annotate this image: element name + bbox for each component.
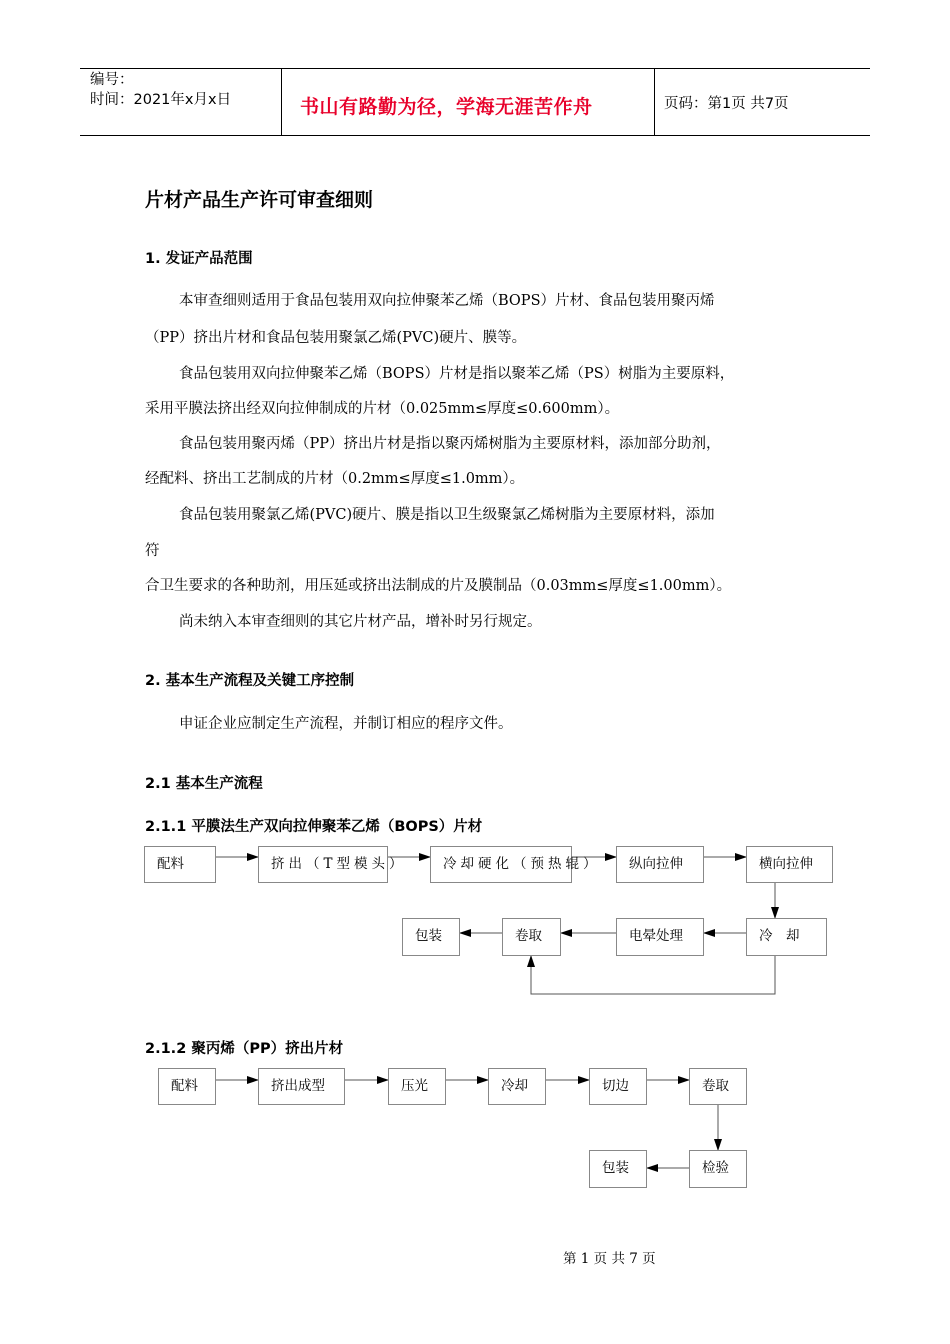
flow2-box-peiliao: 配料 [158, 1068, 216, 1105]
feedback-line [531, 956, 775, 994]
flow1-box-extrusion: 挤出（T型模头） [258, 846, 388, 883]
document-time: 时间：2021年x月x日 [90, 92, 232, 108]
flow1-box-cooling: 冷 却 [746, 918, 827, 956]
paragraph-line: 合卫生要求的各种助剂，用压延或挤出法制成的片及膜制品（0.03mm≤厚度≤1.00mm）。 [145, 578, 732, 594]
section-2-1-heading: 2.1 基本生产流程 [145, 776, 263, 792]
flow2-box-cooling: 冷却 [488, 1068, 546, 1105]
paragraph-line: 食品包装用双向拉伸聚苯乙烯（BOPS）片材是指以聚苯乙烯（PS）树脂为主要原料， [179, 366, 735, 382]
flow1-box-corona-treatment: 电晕处理 [616, 918, 704, 956]
flow2-box-packaging: 包装 [589, 1150, 647, 1188]
document-title: 片材产品生产许可审查细则 [145, 189, 374, 211]
header-page-info: 页码：第1页 共7页 [664, 96, 789, 112]
flow1-box-longitudinal-stretch: 纵向拉伸 [616, 846, 704, 883]
flow1-box-peiliao: 配料 [144, 846, 216, 883]
flow2-box-winding: 卷取 [689, 1068, 747, 1105]
paragraph-line: 申证企业应制定生产流程，并制订相应的程序文件。 [179, 716, 513, 732]
section-1-heading: 1. 发证产品范围 [145, 251, 253, 267]
section-2-1-1-heading: 2.1.1 平膜法生产双向拉伸聚苯乙烯（BOPS）片材 [145, 819, 483, 835]
flow1-box-transverse-stretch: 横向拉伸 [746, 846, 833, 883]
paragraph-line: 经配料、挤出工艺制成的片材（0.2mm≤厚度≤1.0mm）。 [145, 471, 525, 487]
flow1-box-cooling-hardening: 冷却硬化（预热辊） [430, 846, 572, 883]
document-number-label: 编号： [90, 72, 134, 88]
paragraph-line: （PP）挤出片材和食品包装用聚氯乙烯(PVC)硬片、膜等。 [145, 330, 527, 346]
section-2-heading: 2. 基本生产流程及关键工序控制 [145, 673, 355, 689]
flow1-box-packaging: 包装 [402, 918, 460, 956]
page-footer: 第 1 页 共 7 页 [563, 1251, 656, 1267]
paragraph-line: 食品包装用聚丙烯（PP）挤出片材是指以聚丙烯树脂为主要原材料，添加部分助剂， [179, 436, 721, 452]
paragraph-line: 采用平膜法挤出经双向拉伸制成的片材（0.025mm≤厚度≤0.600mm）。 [145, 401, 620, 417]
flow2-box-inspection: 检验 [689, 1150, 747, 1188]
flow2-box-extrusion-forming: 挤出成型 [258, 1068, 345, 1105]
paragraph-line: 尚未纳入本审查细则的其它片材产品，增补时另行规定。 [179, 614, 542, 630]
flow1-box-winding: 卷取 [502, 918, 561, 956]
paragraph-line: 本审查细则适用于食品包装用双向拉伸聚苯乙烯（BOPS）片材、食品包装用聚丙烯 [179, 293, 715, 309]
paragraph-line: 食品包装用聚氯乙烯(PVC)硬片、膜是指以卫生级聚氯乙烯树脂为主要原材料，添加 [179, 507, 715, 523]
paragraph-line: 符 [145, 543, 160, 559]
section-2-1-2-heading: 2.1.2 聚丙烯（PP）挤出片材 [145, 1041, 344, 1057]
flow2-box-edge-trimming: 切边 [589, 1068, 647, 1105]
header-motto: 书山有路勤为径，学海无涯苦作舟 [300, 96, 593, 118]
flow2-box-calendering: 压光 [388, 1068, 446, 1105]
